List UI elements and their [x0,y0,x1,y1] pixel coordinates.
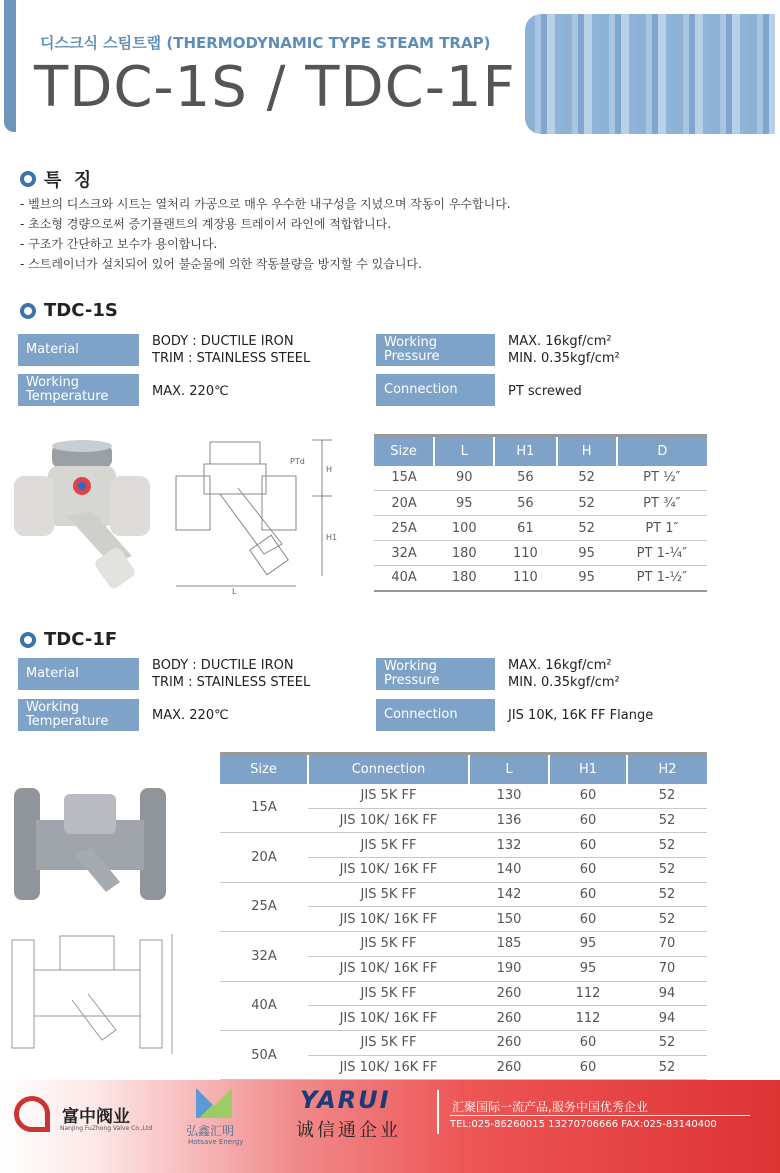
tdc1f-material-label: Material [18,658,139,690]
table-cell: 132 [469,833,549,858]
tdc1f-connection-value: JIS 10K, 16K FF Flange [508,708,654,723]
table-cell: 52 [627,784,707,809]
table-cell: 90 [434,466,494,491]
table-cell: 190 [469,956,549,981]
feature-item: - 벨브의 디스크와 시트는 열처리 가공으로 매우 우수한 내구성을 지녔으며 작동이 우수합니다. [20,197,511,211]
tdc1f-dimension-table [220,752,707,1080]
table-cell: JIS 5K FF [308,981,469,1006]
tdc1f-connection-label: Connection [376,699,495,731]
table-cell: PT ½″ [617,466,707,491]
table-cell: 32A [374,541,434,566]
header-stripe-banner [525,14,775,134]
table-cell: 20A [374,491,434,516]
table-row [220,833,707,858]
table-cell: JIS 5K FF [308,833,469,858]
bullet-icon [20,632,36,648]
table-cell: 70 [627,932,707,957]
tdc1f-dimension-drawing [10,930,180,1060]
table-header-cell: H2 [627,754,707,784]
tdc1s-material-value: BODY : DUCTILE IRON TRIM : STAINLESS STEEL [152,334,311,366]
table-row [220,1030,707,1055]
table-cell: 40A [374,566,434,591]
size-cell: 50A [220,1030,308,1079]
tdc1s-connection-label: Connection [376,374,495,406]
tdc1s-material-label: Material [18,334,139,366]
table-cell: 52 [627,808,707,833]
table-cell: 100 [434,516,494,541]
tdc1f-material-value: BODY : DUCTILE IRON TRIM : STAINLESS STEEL [152,658,311,690]
table-cell: 94 [627,1006,707,1031]
page-title: TDC-1S / TDC-1F [34,55,516,120]
tdc1s-dimension-table [374,434,707,592]
drawing-label-l: L [232,587,237,596]
table-cell: PT 1-½″ [617,566,707,591]
table-cell: 15A [374,466,434,491]
brand-chengxintong: 诚信通企业 [296,1120,401,1141]
table-cell: 52 [627,882,707,907]
tdc1s-dimension-drawing [172,436,342,596]
table-cell: 60 [549,784,627,809]
table-cell: 60 [549,882,627,907]
table-cell: 61 [494,516,556,541]
yarui-logo: YARUI [300,1086,391,1114]
table-cell: 52 [557,491,617,516]
table-header-cell: Size [220,754,308,784]
table-cell: JIS 5K FF [308,882,469,907]
table-cell: 260 [469,1006,549,1031]
table-cell: 95 [557,541,617,566]
table-cell: JIS 10K/ 16K FF [308,907,469,932]
table-cell: 130 [469,784,549,809]
tdc1s-product-photo [12,436,152,591]
tdc1s-pressure-label: Working Pressure [376,334,495,366]
brand-fuzhong-sub: NanJing FuZhong Valve Co.,Ltd [60,1125,153,1132]
drawing-label-ptd: PTd [290,457,305,466]
table-cell: 60 [549,858,627,883]
table-header-cell: H1 [549,754,627,784]
table-cell: 60 [549,808,627,833]
bullet-icon [20,303,36,319]
feature-item: - 초소형 경량으로써 증기플랜트의 계장용 트레이서 라인에 적합합니다. [20,217,392,231]
table-row [220,932,707,957]
table-cell: JIS 5K FF [308,784,469,809]
tdc1s-heading: TDC-1S [20,300,118,321]
tdc1f-temp-value: MAX. 220℃ [152,708,229,723]
table-cell: 260 [469,1030,549,1055]
table-cell: PT 1″ [617,516,707,541]
table-cell: 56 [494,466,556,491]
table-cell: 52 [627,1030,707,1055]
table-cell: 56 [494,491,556,516]
table-cell: 185 [469,932,549,957]
table-cell: 60 [549,907,627,932]
tdc1f-heading: TDC-1F [20,629,117,650]
brand-hotsave: 弘鑫汇明 [186,1124,235,1138]
table-cell: 180 [434,566,494,591]
drawing-label-h: H [326,465,333,474]
tdc1s-temp-value: MAX. 220℃ [152,384,229,399]
table-cell: 52 [627,1055,707,1080]
table-cell: 94 [627,981,707,1006]
features-heading: 특 징 [20,166,91,192]
table-header-cell: H1 [494,436,556,466]
table-row [374,491,707,516]
table-cell: PT 1-¼″ [617,541,707,566]
table-row [374,541,707,566]
table-cell: JIS 10K/ 16K FF [308,956,469,981]
table-cell: 140 [469,858,549,883]
table-cell: 95 [434,491,494,516]
table-cell: 180 [434,541,494,566]
table-cell: JIS 5K FF [308,1030,469,1055]
table-cell: 136 [469,808,549,833]
table-cell: 52 [557,516,617,541]
tdc1f-pressure-value: MAX. 16kgf/cm² MIN. 0.35kgf/cm² [508,658,620,690]
table-cell: 95 [557,566,617,591]
table-cell: 60 [549,1030,627,1055]
table-cell: JIS 5K FF [308,932,469,957]
table-cell: JIS 10K/ 16K FF [308,1006,469,1031]
drawing-label-h1: H1 [326,533,338,542]
table-cell: 70 [627,956,707,981]
table-header-cell: L [434,436,494,466]
table-row [374,566,707,591]
table-cell: 260 [469,1055,549,1080]
size-cell: 15A [220,784,308,833]
table-row [220,784,707,809]
fuzhong-logo-icon [14,1096,50,1132]
table-cell: 52 [627,858,707,883]
product-subtitle: 디스크식 스팀트랩 (THERMODYNAMIC TYPE STEAM TRAP) [40,34,491,52]
table-header-cell: D [617,436,707,466]
table-cell: 150 [469,907,549,932]
table-cell: 52 [627,907,707,932]
table-cell: 25A [374,516,434,541]
table-row [220,981,707,1006]
table-header-cell: H [557,436,617,466]
table-cell: 95 [549,956,627,981]
table-header-cell: Connection [308,754,469,784]
table-cell: JIS 10K/ 16K FF [308,858,469,883]
table-cell: 95 [549,932,627,957]
table-header-cell: L [469,754,549,784]
footer-divider [437,1090,439,1134]
table-cell: 142 [469,882,549,907]
feature-item: - 스트레이너가 설치되어 있어 불순물에 의한 작동불량을 방지할 수 있습니다. [20,257,422,271]
table-cell: 52 [557,466,617,491]
size-cell: 32A [220,932,308,981]
tdc1f-temp-label: Working Temperature [18,699,139,731]
table-row [374,516,707,541]
table-cell: 60 [549,1055,627,1080]
tdc1f-pressure-label: Working Pressure [376,658,495,690]
table-cell: 260 [469,981,549,1006]
brand-fuzhong: 富中阀业 [62,1107,130,1127]
table-cell: 112 [549,1006,627,1031]
table-cell: PT ¾″ [617,491,707,516]
footer-contact: TEL:025-86260015 13270706666 FAX:025-83140400 [450,1119,717,1130]
table-row [220,882,707,907]
table-cell: 110 [494,541,556,566]
size-cell: 25A [220,882,308,931]
table-cell: JIS 10K/ 16K FF [308,808,469,833]
table-cell: 112 [549,981,627,1006]
tdc1s-temp-label: Working Temperature [18,374,139,406]
tdc1s-connection-value: PT screwed [508,384,582,399]
footer-rule [450,1115,750,1116]
tdc1f-product-photo [14,784,166,904]
size-cell: 20A [220,833,308,882]
footer-slogan: 汇聚国际一流产品,服务中国优秀企业 [452,1100,648,1114]
brand-hotsave-sub: Hotsave Energy [188,1138,244,1146]
table-cell: 52 [627,833,707,858]
table-header-cell: Size [374,436,434,466]
table-cell: 110 [494,566,556,591]
header-accent-bar [4,0,16,132]
table-cell: 60 [549,833,627,858]
feature-item: - 구조가 간단하고 보수가 용이합니다. [20,237,218,251]
size-cell: 40A [220,981,308,1030]
table-cell: JIS 10K/ 16K FF [308,1055,469,1080]
tdc1s-pressure-value: MAX. 16kgf/cm² MIN. 0.35kgf/cm² [508,334,620,366]
table-row [374,466,707,491]
bullet-icon [20,171,36,187]
